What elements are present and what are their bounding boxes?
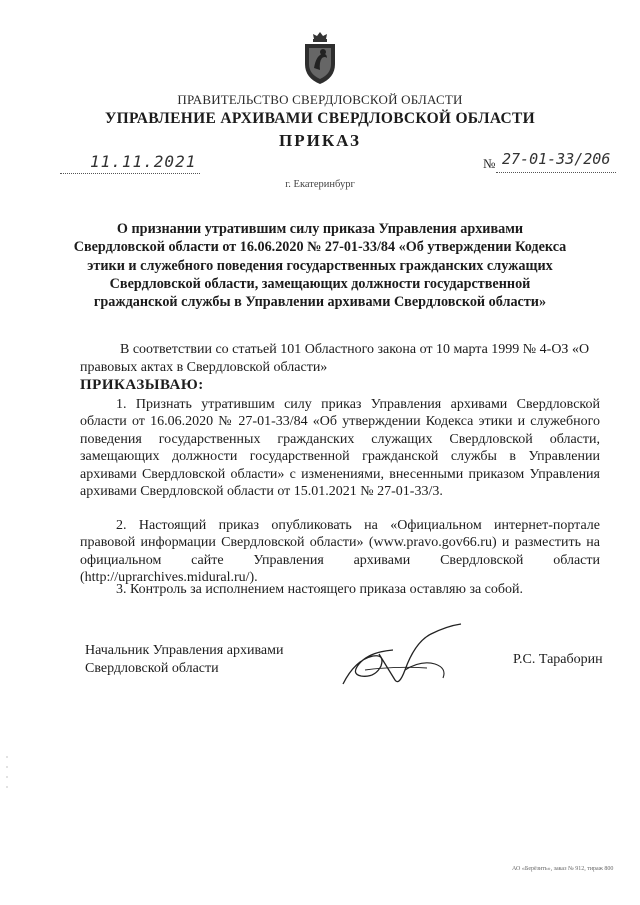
government-name: ПРАВИТЕЛЬСТВО СВЕРДЛОВСКОЙ ОБЛАСТИ	[177, 92, 463, 107]
scan-margin-marks	[6, 755, 8, 795]
document-type: ПРИКАЗ	[279, 131, 361, 150]
print-note: АО «Берёзить», заказ № 912, тираж 800	[512, 866, 614, 872]
order-number: 27-01-33/206	[502, 150, 611, 168]
order-date: 11.11.2021	[90, 152, 197, 171]
department-name: УПРАВЛЕНИЕ АРХИВАМИ СВЕРДЛОВСКОЙ ОБЛАСТИ	[104, 110, 536, 127]
signer-position-line-2: Свердловской области	[85, 661, 219, 676]
date-underline	[60, 173, 200, 174]
order-item-1: 1. Признать утратившим силу приказ Управления архивами Свердловской области от 16.06.2020 № 27-01-33/84 «Об утверждении Кодекса этики и служебного поведения государственных гражданских служащих Свердловской области, замещающих должности государственной гражданской службы в Управлении архивами Свердловской области» с изменениями, внесенными приказом Управления архивами Свердловской области от 15.01.2021 № 27-01-33/3.	[80, 397, 600, 500]
preamble: В соответствии со статьей 101 Областного закона от 10 марта 1999 № 4-ОЗ «О правовых актах в Свердловской области»	[80, 342, 590, 375]
city: г. Екатеринбург	[285, 179, 355, 190]
coat-of-arms-icon	[300, 30, 340, 86]
signer-position-line-1: Начальник Управления архивами	[85, 643, 284, 658]
order-keyword: ПРИКАЗЫВАЮ:	[80, 377, 204, 393]
number-underline	[496, 172, 616, 173]
signer-position	[85, 642, 283, 678]
order-item-2: 2. Настоящий приказ опубликовать на «Официальном интернет-портале правовой информации Свердловской области» (www.pravo.gov66.ru) и разместить на официальном сайте Управления архивами Свердловской области (http://uprarchives.midural.ru/).	[80, 518, 600, 586]
order-title: О признании утратившим силу приказа Управления архивами Свердловской области от 16.06.2020 № 27-01-33/84 «Об утверждении Кодекса этики и служебного поведения государственных гражданских служащих Свердловской области, замещающих должности государственной гражданской службы в Управлении архивами Свердловской области»	[73, 221, 567, 311]
order-item-3: 3. Контроль за исполнением настоящего приказа оставляю за собой.	[116, 582, 524, 597]
handwritten-signature	[335, 620, 475, 692]
signer-name: Р.С. Тараборин	[513, 652, 603, 667]
number-label: №	[483, 156, 496, 171]
